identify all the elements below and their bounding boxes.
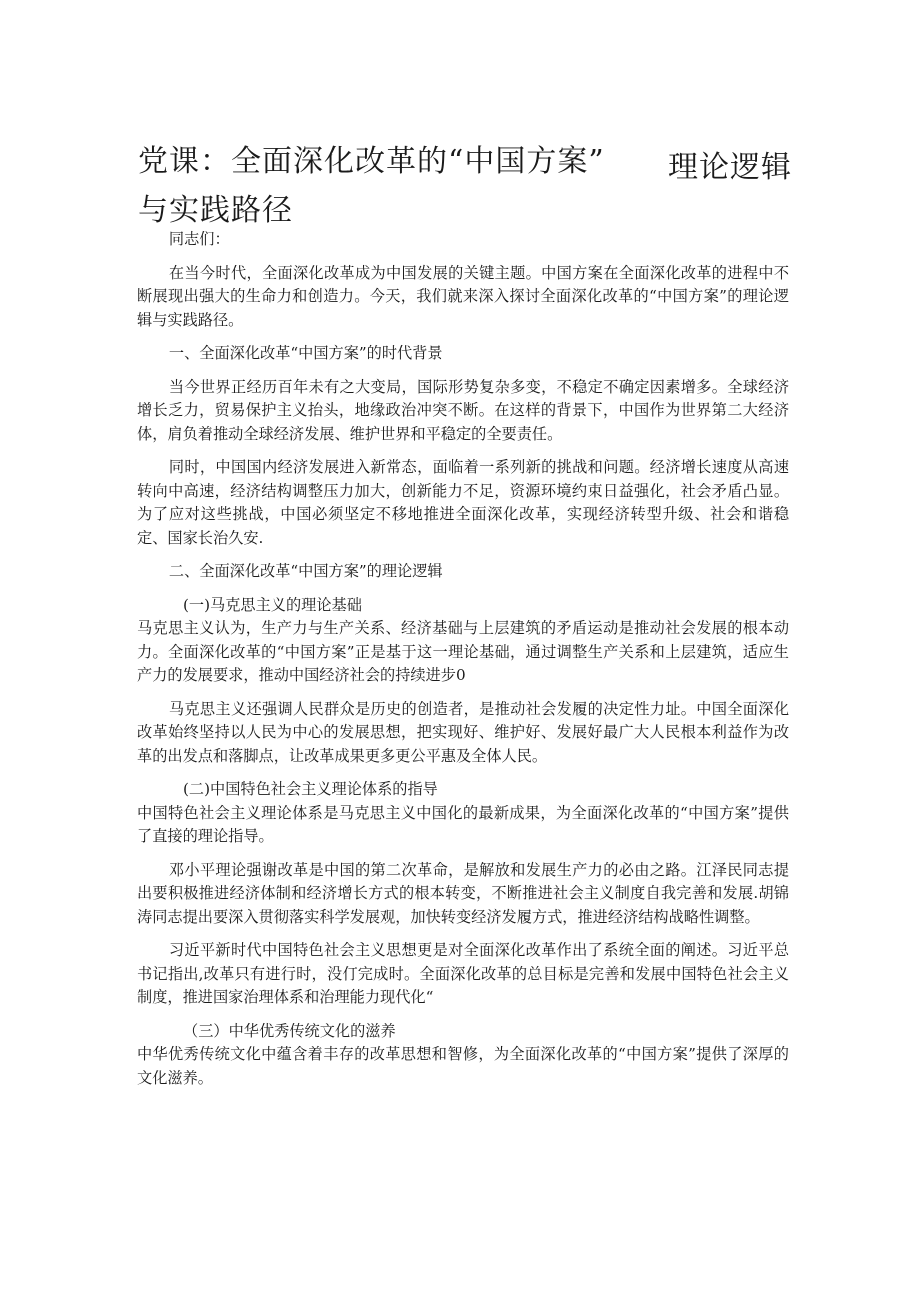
subsection1-paragraph-2: 马克思主义还强调人民群众是历史的创造者，是推动社会发履的决定性力址。中国全面深化改革始终坚持以人民为中心的发展思想，把实现好、维护好、发展好最广大人民根本利益作为改革的出发点和落脚点，让改革成果更多更公平惠及全体人民。 [137,699,789,765]
subsection3-heading: （三）中华优秀传统文化的滋养 [183,1021,396,1040]
document-body [137,228,789,1100]
section1-heading: 一、全面深化改革“中国方案”的时代背景 [168,344,443,362]
document-title-line1: 党课：全面深化改革的“中国方案” [138,144,605,179]
section2-heading: 二、全面深化改革“中国方案”的理论逻辑 [168,562,443,580]
subsection1-paragraph-1: 马克思主义认为，生产力与生产关系、经济基础与上层建筑的矛盾运动是推动社会发展的根本动力。全面深化改革的“中国方案”正是基于这一理论基础，通过调整生产关系和上层建筑，适应生产力的发展要求，推动中国经济社会的持续进步0 [137,619,789,684]
subsection2-paragraph-2: 邓小平理论强谢改革是中国的第二次革命，是解放和发展生产力的必由之路。江泽民同志提出要积极推进经济体制和经济增长方式的根本转变，不断推进社会主义制度自我完善和发展.胡锦涛同志提出要深入贯彻落实科学发展观，加快转变经济发履方式，推进经济结构战略性调整。 [137,860,789,926]
document-title-right: 理论逻辑 [668,150,792,185]
subsection1-heading: (一)马克思主义的理论基础 [183,595,362,614]
section1-paragraph-1: 当今世界正经历百年未有之大变局，国际形势复杂多变，不稳定不确定因素增多。全球经济增长乏力，贸易保护主义抬头，地缘政治冲突不断。在这样的背景下，中国作为世界第二大经济体，肩负着推动全球经济发展、维护世界和平稳定的全要责任。 [137,377,789,443]
document-title-line2: 与实践路径 [138,193,293,228]
intro-paragraph: 在当今时代，全面深化改革成为中国发展的关键主题。中国方案在全面深化改革的进程中不断展现出强大的生命力和创造力。今天，我们就来深入探讨全面深化改革的“中国方案”的理论逻辑与实践路径。 [137,263,789,329]
subsection2-heading: (二)中国特色社会主义理论体系的指导 [183,780,438,798]
subsection2-paragraph-1: 中国特色社会主义理论体系是马克思主义中国化的最新成果，为全面深化改革的“中国方案”提供了直接的理论指导。 [137,803,789,845]
section1-paragraph-2: 同时，中国国内经济发展进入新常态，面临着一系列新的挑战和问题。经济增长速度从高速转向中高速，经济结构调整压力加大，创新能力不足，资源环境约束日益强化，社会矛盾凸显。为了应对这些挑战，中国必须坚定不移地推进全面深化改革，实现经济转型升级、社会和谐稳定、国家长治久安. [137,458,789,547]
salutation: 同志们： [168,230,230,248]
subsection3-paragraph-1: 中华优秀传统文化中蕴含着丰存的改革思想和智修，为全面深化改革的“中国方案”提供了深厚的文化滋养。 [137,1045,789,1087]
subsection2-paragraph-3: 习近平新时代中国特色社会主义思想更是对全面深化改革作出了系统全面的阐述。习近平总书记指出,改革只有进行时，没仃完成时。全面深化改革的总目标是完善和发展中国特色社会主义制度，推进国家治理体系和治理能力现代化“ [137,941,789,1006]
